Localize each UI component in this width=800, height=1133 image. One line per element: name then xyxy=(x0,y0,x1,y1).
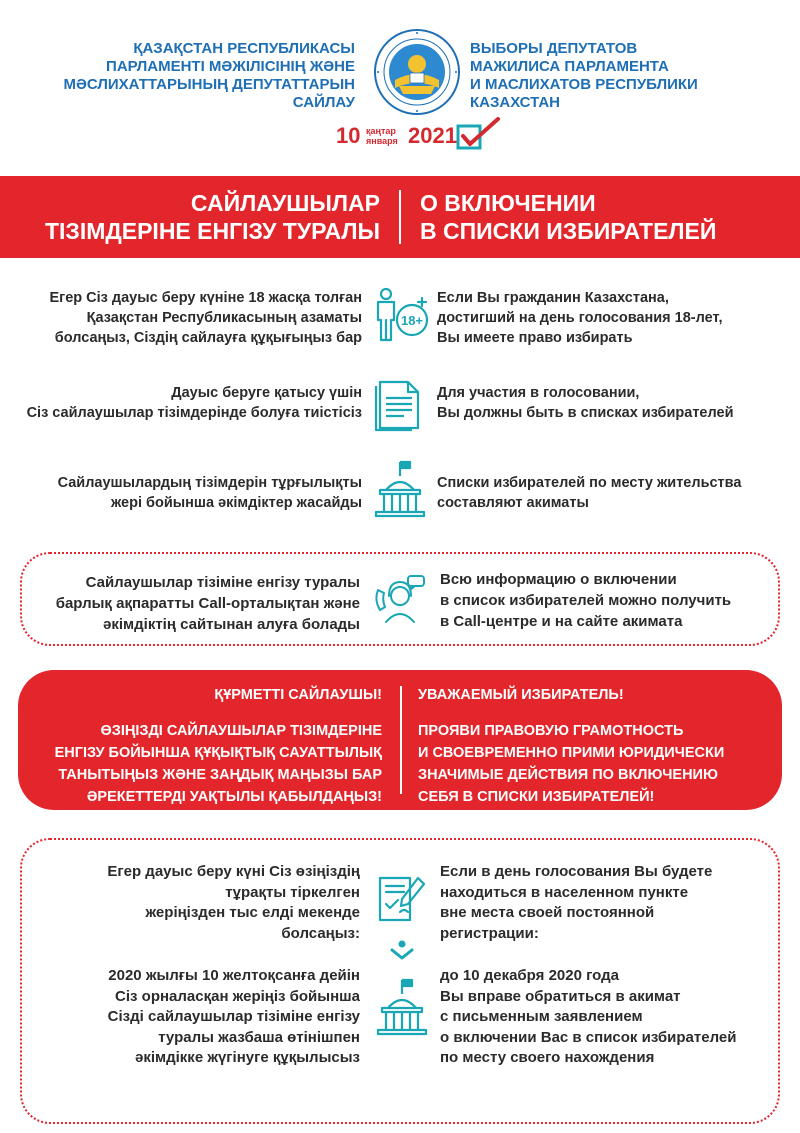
signed-document-icon xyxy=(374,870,430,926)
text-line: Если Вы гражданин Казахстана, xyxy=(437,290,669,306)
age-label: 18+ xyxy=(400,313,424,328)
text-line: әкімдіктің сайтынан алуға болады xyxy=(103,616,360,633)
text-line: Сайлаушылардың тізімдерін тұрғылықты xyxy=(57,475,362,491)
banner-kz-line: САЙЛАУШЫЛАР xyxy=(190,190,380,216)
call-center-ru xyxy=(440,569,770,632)
text-line: Дауыс беруге қатысу үшін xyxy=(171,385,362,401)
text-line: болсаңыз, Сіздің сайлауға құқығыңыз бар xyxy=(54,330,362,346)
appeal-kz-text xyxy=(32,720,382,808)
appeal-ru-text xyxy=(418,720,768,808)
text-line: Сіз сайлаушылар тізімдерінде болуға тиістісіз xyxy=(26,405,362,421)
text-line: СЕБЯ В СПИСКИ ИЗБИРАТЕЛЕЙ! xyxy=(418,789,655,805)
text-line: вне места своей постоянной xyxy=(440,904,655,921)
text-line: о включении Вас в список избирателей xyxy=(440,1028,737,1046)
text-line: ӨЗІҢІЗДІ САЙЛАУШЫЛАР ТІЗІМДЕРІНЕ xyxy=(100,723,382,739)
banner-ru-line: В СПИСКИ ИЗБИРАТЕЛЕЙ xyxy=(420,218,717,244)
text-line: И СВОЕВРЕМЕННО ПРИМИ ЮРИДИЧЕСКИ xyxy=(418,745,725,761)
info-ru xyxy=(437,383,777,423)
info-kz xyxy=(22,383,362,423)
absentee-kz-part2 xyxy=(30,966,360,1069)
text-line: ӘРЕКЕТТЕРДІ УАҚТЫЛЫ ҚАБЫЛДАҢЫЗ! xyxy=(86,789,382,805)
text-line: с письменным заявлением xyxy=(440,1008,643,1025)
date-month-kz: қаңтар xyxy=(366,126,396,136)
appeal-ru-title: УВАЖАЕМЫЙ ИЗБИРАТЕЛЬ! xyxy=(418,687,624,703)
text-line: ЗНАЧИМЫЕ ДЕЙСТВИЯ ПО ВКЛЮЧЕНИЮ xyxy=(418,767,718,783)
appeal-box xyxy=(18,670,782,810)
text-line: әкімдікке жүгінуге құқылысыз xyxy=(135,1049,360,1066)
text-line: по месту своего нахождения xyxy=(440,1049,655,1066)
text-line: ЕНГІЗУ БОЙЫНША ҚҰҚЫҚТЫҚ САУАТТЫЛЫҚ xyxy=(54,745,382,761)
text-line: Егер дауыс беру күні Сіз өзіңіздің xyxy=(107,863,360,880)
text-line: Егер Сіз дауыс беру күніне 18 жасқа толған xyxy=(49,290,362,306)
header-ru-line: МАЖИЛИСА ПАРЛАМЕНТА xyxy=(470,58,669,75)
text-line: болсаңыз: xyxy=(281,924,360,942)
text-line: достигший на день голосования 18-лет, xyxy=(437,310,723,326)
absentee-ru-part2 xyxy=(440,966,770,1069)
info-kz xyxy=(22,473,362,513)
text-line: Для участия в голосовании, xyxy=(437,385,640,401)
banner-kz xyxy=(0,189,380,245)
info-ru xyxy=(437,473,777,513)
call-center-box xyxy=(20,552,780,646)
header-ru-line: ВЫБОРЫ ДЕПУТАТОВ xyxy=(470,40,638,57)
date-day: 10 xyxy=(336,123,361,148)
text-line: барлық ақпаратты Call-орталықтан және xyxy=(55,595,360,612)
call-center-icon xyxy=(372,572,428,628)
text-line: Всю информацию о включении xyxy=(440,571,677,588)
header-ru-title xyxy=(470,40,790,112)
text-line: тұрақты тіркелген xyxy=(225,883,360,901)
header-kz-line: ПАРЛАМЕНТІ МӘЖІЛІСІНІҢ ЖӘНЕ xyxy=(106,58,355,75)
text-line: до 10 декабря 2020 года xyxy=(440,967,619,984)
person-18-plus-icon xyxy=(372,286,432,346)
checkbox-checkmark-icon xyxy=(456,116,502,152)
header-kz-line: ҚАЗАҚСТАН РЕСПУБЛИКАСЫ xyxy=(133,40,355,57)
text-line: Сізді сайлаушылар тізіміне енгізу xyxy=(107,1008,360,1025)
call-center-kz xyxy=(40,572,360,635)
text-line: жеріңізден тыс елді мекенде xyxy=(145,904,360,921)
absentee-ru-part1 xyxy=(440,862,770,944)
absentee-box xyxy=(20,838,780,1124)
text-line: в список избирателей можно получить xyxy=(440,592,732,609)
header-kz-title xyxy=(10,40,355,112)
akimat-building-icon xyxy=(374,976,430,1038)
banner-ru xyxy=(420,189,800,245)
header-kz-line: МӘСЛИХАТТАРЫНЫҢ ДЕПУТАТТАРЫН САЙЛАУ xyxy=(63,76,355,111)
banner-divider xyxy=(399,190,401,244)
info-ru xyxy=(437,288,777,348)
text-line: Вы вправе обратиться в акимат xyxy=(440,987,681,1005)
text-line: туралы жазбаша өтінішпен xyxy=(158,1028,360,1046)
document-icon xyxy=(372,376,428,432)
text-line: Қазақстан Республикасының азаматы xyxy=(86,310,362,326)
text-line: Вы должны быть в списках избирателей xyxy=(437,405,734,421)
date-month-ru: января xyxy=(366,136,398,146)
header-ru-line: И МАСЛИХАТОВ РЕСПУБЛИКИ КАЗАХСТАН xyxy=(470,76,698,111)
text-line: Сайлаушылар тізіміне енгізу туралы xyxy=(85,574,360,591)
absentee-kz-part1 xyxy=(30,862,360,944)
election-commission-emblem-icon xyxy=(373,28,461,116)
header xyxy=(0,0,800,170)
text-line: составляют акиматы xyxy=(437,495,589,511)
text-line: Сіз орналасқан жеріңіз бойынша xyxy=(115,987,360,1005)
text-line: Вы имеете право избирать xyxy=(437,330,633,346)
appeal-divider xyxy=(400,686,402,794)
text-line: в Call-центре и на сайте акимата xyxy=(440,613,683,630)
text-line: 2020 жылғы 10 желтоқсанға дейін xyxy=(108,967,360,984)
text-line: находиться в населенном пункте xyxy=(440,883,689,901)
text-line: регистрации: xyxy=(440,924,539,942)
text-line: Списки избирателей по месту жительства xyxy=(437,475,742,491)
text-line: ПРОЯВИ ПРАВОВУЮ ГРАМОТНОСТЬ xyxy=(418,723,684,739)
banner-ru-line: О ВКЛЮЧЕНИИ xyxy=(420,190,596,216)
text-line: Если в день голосования Вы будете xyxy=(440,863,713,880)
info-kz xyxy=(22,288,362,348)
government-building-icon xyxy=(372,458,428,520)
appeal-kz-title: ҚҰРМЕТТІ САЙЛАУШЫ! xyxy=(214,687,382,703)
person-chevron-icon xyxy=(390,940,414,960)
text-line: жері бойынша әкімдіктер жасайды xyxy=(110,495,362,511)
banner-kz-line: ТІЗІМДЕРІНЕ ЕНГІЗУ ТУРАЛЫ xyxy=(44,218,380,244)
date-year: 2021 xyxy=(408,123,457,148)
text-line: ТАНЫТЫҢЫЗ ЖӘНЕ ЗАҢДЫҚ МАҢЫЗЫ БАР xyxy=(58,767,382,783)
title-banner xyxy=(0,176,800,258)
election-date xyxy=(336,118,536,154)
